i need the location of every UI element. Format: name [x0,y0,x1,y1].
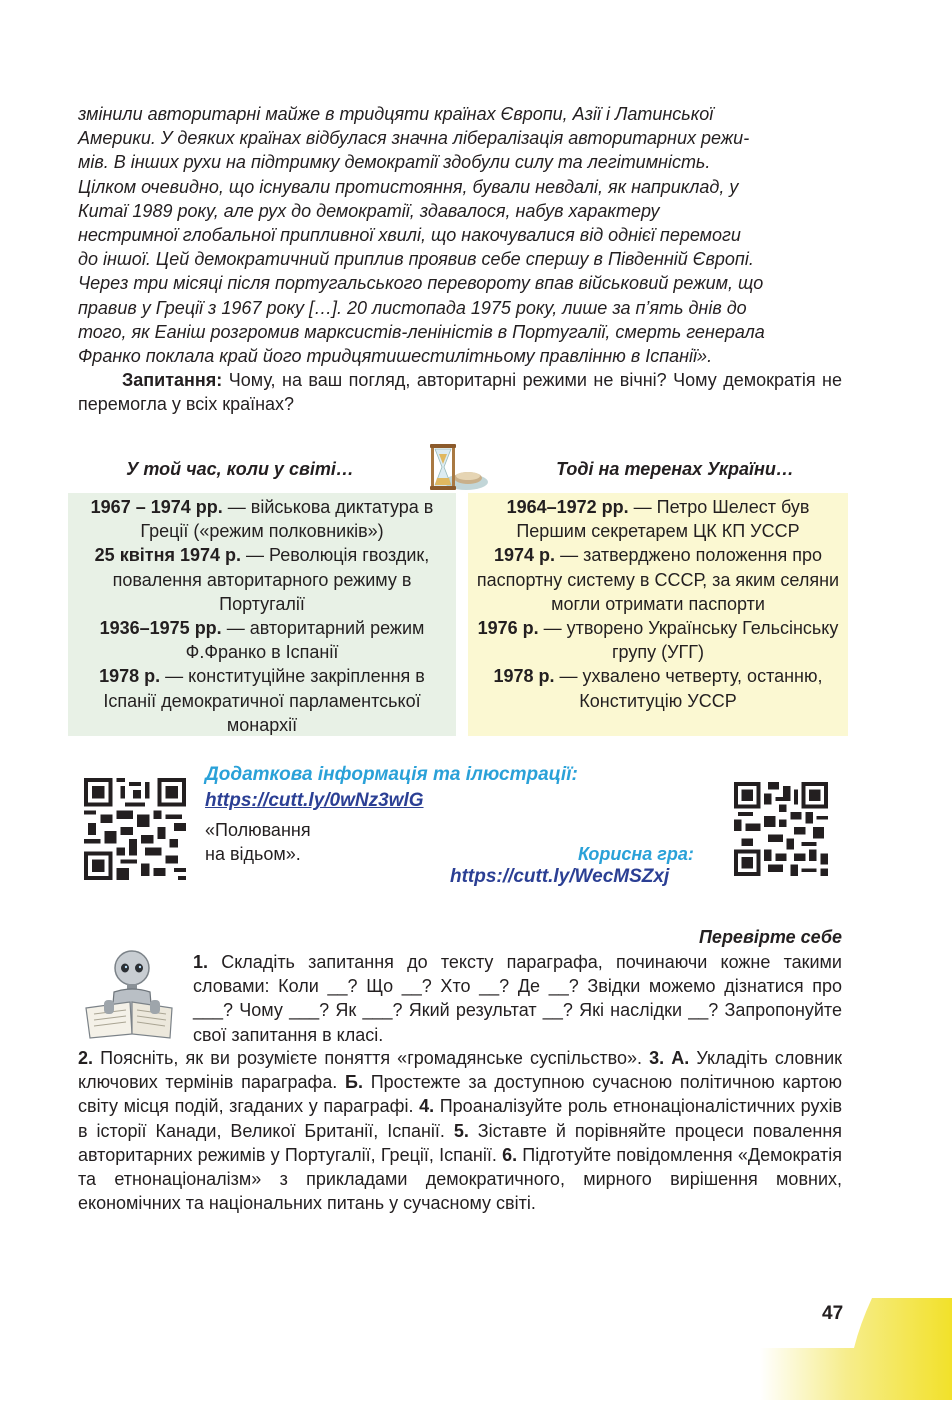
task-number: 2. [78,1048,94,1068]
event-text: — Революція гвоздик, повалення авторитарного режиму в Португалії [112,545,430,614]
world-events-box [68,493,456,736]
task-text: Проаналізуйте роль етнонаціоналістичних рухів в історії Канади, Великої Британії, Іспанії. [78,1096,843,1141]
task-number: 4. [419,1096,435,1117]
robot-reading-icon [80,946,188,1040]
task-text: Простежте за доступною сучасною політичною картою світу місця подій, згаданих у параграфі. [78,1072,842,1117]
task-text: Складіть запитання до тексту параграфа, починаючи кожне такими словами: Коли __? Що __? Хто __? Де __? Звідки можемо дізнатися про ___? Чому ___? Як ___? Який результат __? Які наслідки __? Запропонуйте свої запитання в класі. [193,952,842,1045]
page-number: 47 [822,1303,844,1324]
quote-line: Через три місяці після португальського перевороту впав військовий режим, що [78,273,764,294]
game-link[interactable]: https://cutt.ly/WecMSZxj [450,866,670,887]
quote-text [78,102,842,368]
quote-line: мів. В інших рухи на підтримку демократії здобули силу та легітимність. [78,152,711,173]
quote-line: нестримної глобальної припливної хвилі, що накочувалися від однієї перемоги [78,225,741,246]
qr-code-icon [734,782,828,876]
event-date: 25 квітня 1974 р. [94,545,242,566]
event-date: 1964–1972 рр. [506,497,629,517]
world-event [74,616,450,664]
event-text: — конституційне закріплення в Іспанії демократичної парламентської монархії [103,666,425,735]
quote-line: до іншої. Цей демократичний приплив проявив себе спершу в Південній Європі. [78,249,754,270]
qr-code-icon [84,778,186,880]
quote-line: Китаї 1989 року, але рух до демократії, здавалося, набув характеру [78,200,660,221]
event-text: — Петро Шелест був Першим секретарем ЦК КП УССР [516,497,810,542]
check-yourself-title: Перевірте себе [698,927,842,947]
hourglass-icon [420,442,492,494]
question-text: Чому, на ваш погляд, авторитарні режими не вічні? Чому демократія не перемогла у всіх країнах? [78,370,842,415]
world-event [74,543,450,616]
page-corner-decoration [760,1298,952,1400]
event-date: 1974 р. [494,545,556,566]
extra-info-caption [205,818,311,866]
task-number: Б. [345,1072,363,1093]
ukraine-event [474,543,842,616]
world-event [74,664,450,737]
world-event [74,495,450,543]
task-number: 5. [453,1120,469,1141]
qr-code-left[interactable] [84,778,186,880]
extra-info-link[interactable]: https://cutt.ly/0wNz3wlG [205,790,424,811]
task-number: 1. [193,952,209,972]
qr-code-right[interactable] [734,782,828,876]
ukraine-event [474,495,842,543]
tasks-list [78,1046,842,1215]
ukraine-event [474,616,842,664]
question-paragraph [78,368,842,416]
event-text: — військова диктатура в Греції («режим полковників») [140,497,434,542]
task-text: Поясніть, як ви розумієте поняття «громадянське суспільство». [93,1048,650,1068]
caption-line: на відьом». [205,844,301,864]
event-date: 1978 р. [99,666,161,687]
event-date: 1978 р. [493,666,555,687]
quote-line: Америки. У деяких країнах відбулася значна лібералізація авторитарних режи- [78,128,750,149]
world-column-title: У той час, коли у світі… [126,459,354,479]
event-text: — утворено Українську Гельсінську групу (УГГ) [538,618,839,663]
event-date: 1967 – 1974 рр. [90,497,223,517]
task-number: 3. [649,1048,665,1068]
event-date: 1936–1975 рр. [99,618,222,639]
ukraine-event [474,664,842,712]
quote-line: змінили авторитарні майже в тридцяти країнах Європи, Азії і Латинської [78,104,714,124]
game-heading: Корисна гра: [578,844,694,864]
quote-line: Цілком очевидно, що існували протистояння, бували невдалі, як наприклад, у [78,176,739,197]
task-number: 6. [502,1144,518,1165]
event-text: — ухвалено четверту, останню, Конституцію УССР [554,666,823,711]
quote-line: того, як Еаніш розгромив марксистів-леніністів в Португалії, смерть генерала [78,321,765,342]
event-date: 1976 р. [477,618,539,639]
task-number: А. [671,1048,690,1068]
event-text: — затверджено положення про паспортну систему в СССР, за яким селяни могли отримати паспорти [476,545,840,614]
task-1 [193,950,842,1047]
ukraine-column-title: Тоді на теренах України… [556,459,794,479]
caption-line: «Полювання [205,820,311,840]
task-text: Зіставте й порівняйте процеси повалення авторитарних режимів у Португалії, Греції, Іспанії. [78,1120,843,1165]
ukraine-events-box [468,493,848,736]
event-text: — авторитарний режим Ф.Франко в Іспанії [185,618,425,663]
quote-line: правив у Греції з 1967 року […]. 20 листопада 1975 року, лише за п’ять днів до [78,297,747,318]
task-text: Укладіть словник ключових термінів параграфа. [78,1048,842,1093]
question-label: Запитання: [122,370,223,390]
extra-info-heading: Додаткова інформація та ілюстрації: [205,764,578,785]
task-text: Підготуйте повідомлення «Демократія та етнонаціоналізм» з прикладами демократичного, мирного вирішення мовних, економічних та національних питань у сучасному світі. [78,1144,842,1214]
quote-line: Франко поклала край його тридцятишестилітньому правлінню в Іспанії». [78,346,713,367]
